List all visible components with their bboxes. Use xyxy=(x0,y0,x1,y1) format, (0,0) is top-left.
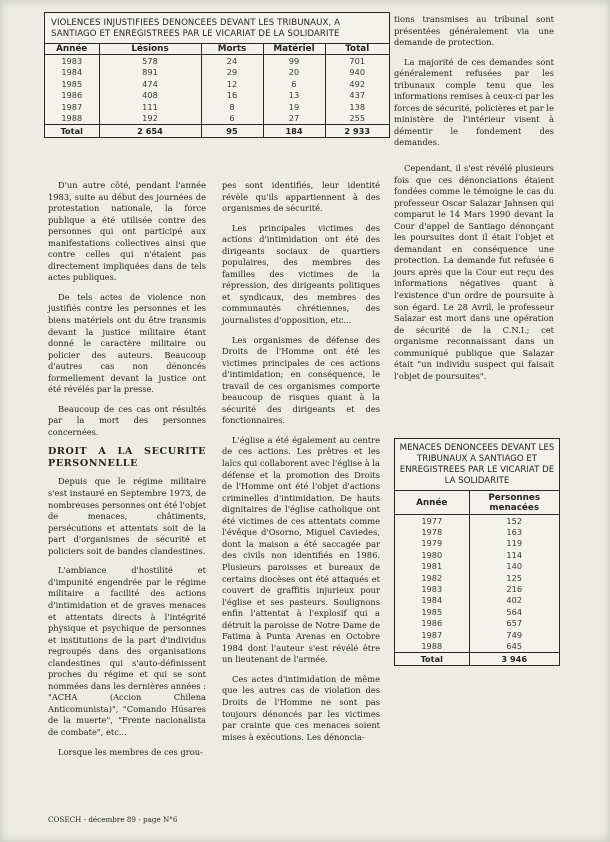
table-cell: 6 xyxy=(201,113,263,125)
table-cell: 474 xyxy=(99,78,201,90)
text-column-1 xyxy=(48,180,206,766)
table-cell: 749 xyxy=(469,629,559,640)
page-footer: COSECH - décembre 89 - page N°6 xyxy=(48,815,178,824)
table-cell: 192 xyxy=(99,113,201,125)
paragraph: Les principales victimes des actions d'intimidation ont été des dirigeants sociaux de quartiers populaires, des membres des familles des victimes de la répression, des dirigeants politiques et syndicaux, des membres des communautés chrétiennes, des journalistes d'opposition, etc... xyxy=(222,222,380,326)
table-cell: 111 xyxy=(99,101,201,113)
table-row xyxy=(395,526,559,537)
table-cell: 138 xyxy=(325,101,389,113)
paragraph: La majorité de ces demandes sont généralement refusées par les tribunaux comple tenu que les informations remises à ceux-ci par les forces de sécurité, policières et par le ministère de l'intérieur visent à démentir le fondement des demandes. xyxy=(394,56,554,148)
table-cell: 2 654 xyxy=(99,125,201,138)
table-cell: 1983 xyxy=(421,584,443,595)
text-column-3-middle xyxy=(394,163,554,390)
table-cell: 99 xyxy=(263,55,325,67)
table-cell: 891 xyxy=(99,67,201,79)
menaces-table xyxy=(394,438,560,666)
table-cell: 29 xyxy=(201,67,263,79)
table-cell: 1986 xyxy=(61,90,83,101)
table-cell: 1983 xyxy=(61,55,83,66)
table-cell: 578 xyxy=(99,55,201,67)
table-cell: 119 xyxy=(469,538,559,549)
table-cell: 657 xyxy=(469,618,559,629)
table-cell: 152 xyxy=(469,515,559,527)
table-cell: 20 xyxy=(263,67,325,79)
text-column-3-top xyxy=(394,14,554,157)
table-row xyxy=(45,90,389,102)
paragraph: Ces actes d'intimidation de même que les autres cas de violation des Droits de l'Homme ne sont pas toujours dénoncés par les victimes par crainte que ces menaces soient mises à exécutions. Les dénoncia- xyxy=(222,673,380,742)
table-cell: 16 xyxy=(201,90,263,102)
table-cell: 1977 xyxy=(421,515,443,526)
table-cell: 402 xyxy=(469,595,559,606)
table-row xyxy=(45,67,389,79)
table-cell: 95 xyxy=(201,125,263,138)
table-total-row xyxy=(395,652,559,665)
table-cell: 2 933 xyxy=(325,125,389,138)
paragraph: Depuis que le régime militaire s'est instauré en Septembre 1973, de nombreuses personnes ont été l'objet de menaces, châtiments, persécutions et attentats soit de la part d'organismes de sécurité et policiers soit de bandes clandestines. xyxy=(48,476,206,556)
table-cell: 1980 xyxy=(421,549,443,560)
table-header-cell: Lésions xyxy=(99,44,201,55)
table-cell: 492 xyxy=(325,78,389,90)
table-cell: 1985 xyxy=(421,606,443,617)
table-cell: 3 946 xyxy=(469,652,559,665)
table-cell: 1988 xyxy=(421,640,443,651)
table-header-cell: Année xyxy=(395,491,469,515)
table-cell: 1987 xyxy=(61,101,83,112)
table-row xyxy=(395,538,559,549)
table-cell: 1981 xyxy=(421,561,443,572)
paragraph: pes sont identifiés, leur identité révèle qu'ils appartiennent à des organismes de sécurité. xyxy=(222,180,380,214)
table-total-row xyxy=(45,125,389,138)
paragraph: Les organismes de défense des Droits de l'Homme ont été les victimes principales de ces actions d'intimidation; en conséquence, le travail de ces organismes comporte beaucoup de risques quant à la sécurité des dirigeants et des fonctionnaires. xyxy=(222,334,380,426)
table-cell: 1984 xyxy=(421,595,443,606)
table-row xyxy=(395,595,559,606)
menaces-table-caption: MENACES DENONCEES DEVANT LES TRIBUNAUX A SANTIAGO ET ENREGISTREES PAR LE VICARIAT DE LA SOLIDARITE xyxy=(395,439,559,491)
table-header-row xyxy=(395,491,559,515)
table-cell: 255 xyxy=(325,113,389,125)
table-cell: 1979 xyxy=(421,538,443,549)
table-header-row xyxy=(45,44,389,55)
table-header-cell: Total xyxy=(325,44,389,55)
table-row xyxy=(45,113,389,125)
table-cell: 19 xyxy=(263,101,325,113)
table-cell: 1985 xyxy=(61,78,83,89)
table-cell: 701 xyxy=(325,55,389,67)
table-cell: 163 xyxy=(469,526,559,537)
table-cell: 216 xyxy=(469,583,559,594)
paragraph: Cependant, il s'est révélé plusieurs fois que ces dénonciations étaient fondées comme le témoigne le cas du professeur Oscar Salazar Jahnsen qui comparut le 14 Mars 1990 devant la Cour d'appel de Santiago dénonçant les poursuites dont il était l'objet et demandant en conséquence une protection. La demande fut refusée 6 jours après que la Cour eut reçu des informations négatives quant à l'existence d'un ordre de poursuite à son égard. Le 28 Avril, le professeur Salazar est mort dans une opération de sécurité de la C.N.I.; cet organisme reconnaissant dans un communiqué publique que Salazar était "un individu suspect qui faisait l'objet de poursuites". xyxy=(394,163,554,381)
paragraph: Lorsque les membres de ces grou- xyxy=(58,746,203,757)
table-header-cell: Année xyxy=(45,44,99,55)
text-column-2 xyxy=(222,180,380,751)
table-cell: 140 xyxy=(469,561,559,572)
table-cell: 1988 xyxy=(61,113,83,124)
table-cell: 125 xyxy=(469,572,559,583)
table-cell: 408 xyxy=(99,90,201,102)
violences-table xyxy=(44,12,390,138)
table-cell: 940 xyxy=(325,67,389,79)
table-header-cell: Morts xyxy=(201,44,263,55)
table-cell: 1986 xyxy=(421,618,443,629)
table-cell: 1984 xyxy=(61,67,83,78)
table-cell: 12 xyxy=(201,78,263,90)
table-cell: 1982 xyxy=(421,572,443,583)
section-heading: DROIT A LA SECURITE PERSONNELLE xyxy=(48,446,206,470)
violences-table-grid xyxy=(45,44,389,137)
menaces-table-grid xyxy=(395,491,559,665)
table-cell: 24 xyxy=(201,55,263,67)
table-cell: 27 xyxy=(263,113,325,125)
table-cell: 564 xyxy=(469,606,559,617)
table-row xyxy=(395,618,559,629)
paragraph: D'un autre côté, pendant l'année 1983, suite au début des journées de protestation nationale, la force publique a été utilisée contre des personnes qui ont participé aux manifestations collectives ainsi que contre celles qui n'étaient pas directement impliquées dans de tels actes publiques. xyxy=(48,180,206,283)
table-cell: Total xyxy=(45,125,99,138)
table-row xyxy=(45,55,389,67)
table-cell: 184 xyxy=(263,125,325,138)
table-cell: Total xyxy=(395,652,469,665)
table-row xyxy=(395,606,559,617)
table-cell: 1978 xyxy=(421,527,443,538)
table-row xyxy=(45,101,389,113)
table-row xyxy=(45,78,389,90)
table-cell: 13 xyxy=(263,90,325,102)
table-cell: 8 xyxy=(201,101,263,113)
table-cell: 437 xyxy=(325,90,389,102)
table-row xyxy=(395,572,559,583)
paragraph: L'église a été également au centre de ces actions. Les prêtres et les laïcs qui collaborent avec l'église à la défense et la promotion des Droits de l'Homme ont été l'objet d'actions criminelles d'intimidation. De hauts dignitaires de l'église catholique ont été victimes de ces attentats comme l'évêque d'Osorno, Miguel Caviedes, dont la maison a été saccagée par des civils non identifiés en 1986. Plusieurs paroisses et bureaux de certains diocèses ont été attaqués et couvert de graffitis injurieux pour l'église et ses pasteurs. Soulignons enfin l'attentat à l'explosif qui a détruit la paroisse de Notre Dame de Fatima à Punta Arenas en Octobre 1984 dont l'auteur s'est révélé être un lieutenant de l'armée. xyxy=(222,434,380,665)
table-header-cell: Personnes menacées xyxy=(469,491,559,515)
paragraph: L'ambiance d'hostilité et d'impunité engendrée par le régime militaire a facilité des actions d'intimidation et de graves menaces et attentats directs à l'intégrité physique et psychique de personnes et institutions de la part d'individus regroupés dans des organisations clandestines qui s'auto-définissent proches du régime et qui se sont nommées dans les dernières années : "ACHA (Accion Chilena Anticomunista)", "Comando Húsares de la muerte", "Frente nacionalista de combate", etc... xyxy=(48,565,206,737)
table-row xyxy=(395,629,559,640)
paragraph: Beaucoup de ces cas ont résultés par la mort des personnes concernées. xyxy=(48,403,206,437)
paragraph: De tels actes de violence non justifiés contre les personnes et les biens matériels ont du être transmis devant la justice militaire étant donné le caractère militaire ou policier des auteurs. Beaucoup d'autres cas non dénoncés formellement devant la justice ont été révélés par la presse. xyxy=(48,291,206,395)
table-row xyxy=(395,640,559,652)
table-cell: 114 xyxy=(469,549,559,560)
table-row xyxy=(395,561,559,572)
table-cell: 1987 xyxy=(421,629,443,640)
table-row xyxy=(395,549,559,560)
violences-table-caption: VIOLENCES INJUSTIFIEES DENONCEES DEVANT LES TRIBUNAUX, A SANTIAGO ET ENREGISTREES PAR LE VICARIAT DE LA SOLIDARITE xyxy=(45,13,389,44)
table-header-cell: Matériel xyxy=(263,44,325,55)
table-row xyxy=(395,515,559,527)
paragraph: tions transmises au tribunal sont présentées généralement via une demande de protection. xyxy=(394,14,554,48)
table-cell: 645 xyxy=(469,640,559,652)
table-cell: 6 xyxy=(263,78,325,90)
table-row xyxy=(395,583,559,594)
